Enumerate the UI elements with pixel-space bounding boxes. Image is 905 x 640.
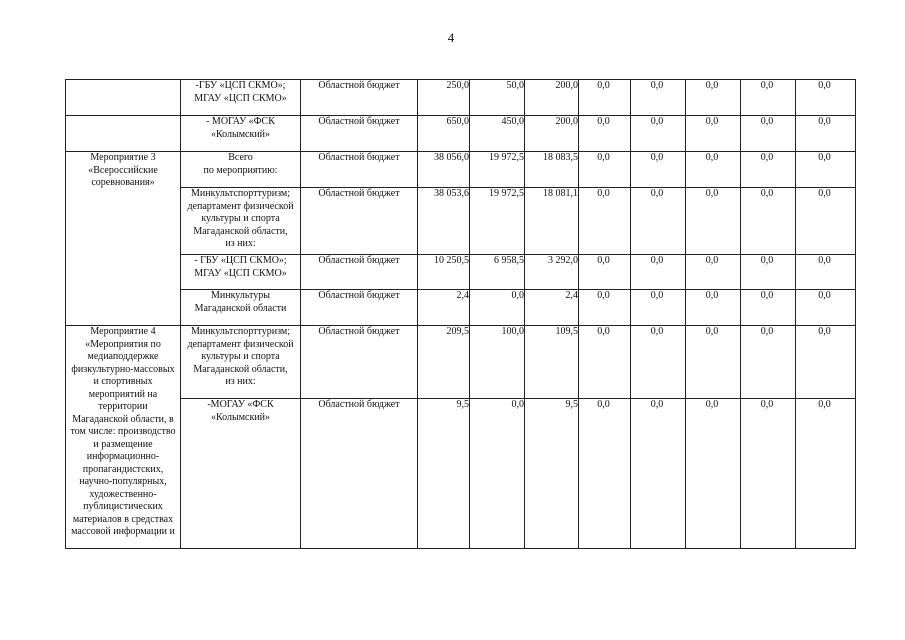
amount-cell: 2,4	[525, 290, 579, 326]
executor-cell: Минкультуры Магаданской области	[181, 290, 301, 326]
amount-cell: 6 958,5	[470, 255, 525, 290]
table-row	[66, 326, 856, 399]
executor-cell: Минкультспорттуризм; департамент физической культуры и спорта Магаданской области, из них:	[181, 326, 301, 399]
amount-cell: 209,5	[418, 326, 470, 399]
amount-cell: 9,5	[418, 399, 470, 549]
amount-cell: 0,0	[631, 255, 686, 290]
amount-cell: 0,0	[741, 255, 796, 290]
amount-cell: 0,0	[686, 152, 741, 188]
executor-cell: -МОГАУ «ФСК «Колымский»	[181, 399, 301, 549]
amount-cell: 0,0	[741, 152, 796, 188]
funding-source-cell: Областной бюджет	[301, 326, 418, 399]
amount-cell: 0,0	[741, 326, 796, 399]
amount-cell: 0,0	[579, 399, 631, 549]
funding-source-cell: Областной бюджет	[301, 188, 418, 255]
budget-table	[65, 79, 856, 549]
table-row	[66, 188, 856, 255]
amount-cell: 0,0	[741, 399, 796, 549]
amount-cell: 100,0	[470, 326, 525, 399]
amount-cell: 0,0	[579, 152, 631, 188]
funding-source-cell: Областной бюджет	[301, 116, 418, 152]
amount-cell: 0,0	[741, 188, 796, 255]
amount-cell: 0,0	[796, 152, 856, 188]
amount-cell: 450,0	[470, 116, 525, 152]
table-row	[66, 290, 856, 326]
funding-source-cell: Областной бюджет	[301, 290, 418, 326]
amount-cell: 0,0	[686, 326, 741, 399]
funding-source-cell: Областной бюджет	[301, 152, 418, 188]
funding-source-cell: Областной бюджет	[301, 399, 418, 549]
amount-cell: 0,0	[741, 116, 796, 152]
amount-cell: 0,0	[741, 80, 796, 116]
amount-cell: 0,0	[631, 188, 686, 255]
funding-source-cell: Областной бюджет	[301, 80, 418, 116]
amount-cell: 0,0	[579, 80, 631, 116]
amount-cell: 200,0	[525, 116, 579, 152]
amount-cell: 0,0	[579, 255, 631, 290]
amount-cell: 19 972,5	[470, 188, 525, 255]
page-number: 4	[447, 30, 455, 45]
amount-cell: 10 250,5	[418, 255, 470, 290]
amount-cell: 109,5	[525, 326, 579, 399]
amount-cell: 0,0	[631, 326, 686, 399]
amount-cell: 0,0	[686, 116, 741, 152]
table-row	[66, 399, 856, 549]
amount-cell: 0,0	[796, 290, 856, 326]
amount-cell: 0,0	[579, 116, 631, 152]
amount-cell: 0,0	[796, 326, 856, 399]
amount-cell: 38 053,6	[418, 188, 470, 255]
amount-cell: 0,0	[741, 290, 796, 326]
amount-cell: 0,0	[631, 152, 686, 188]
amount-cell: 0,0	[686, 80, 741, 116]
amount-cell: 650,0	[418, 116, 470, 152]
event-cell	[66, 80, 181, 116]
amount-cell: 0,0	[796, 80, 856, 116]
executor-cell: Минкультспорттуризм; департамент физической культуры и спорта Магаданской области, из них:	[181, 188, 301, 255]
amount-cell: 0,0	[579, 326, 631, 399]
amount-cell: 0,0	[796, 255, 856, 290]
executor-cell: - МОГАУ «ФСК «Колымский»	[181, 116, 301, 152]
event-cell	[66, 116, 181, 152]
table-row	[66, 80, 856, 116]
amount-cell: 0,0	[796, 116, 856, 152]
amount-cell: 0,0	[631, 290, 686, 326]
amount-cell: 0,0	[631, 80, 686, 116]
amount-cell: 0,0	[631, 399, 686, 549]
table-row	[66, 255, 856, 290]
amount-cell: 0,0	[579, 188, 631, 255]
amount-cell: 0,0	[796, 188, 856, 255]
amount-cell: 0,0	[686, 290, 741, 326]
amount-cell: 250,0	[418, 80, 470, 116]
amount-cell: 0,0	[631, 116, 686, 152]
executor-cell: Всего по мероприятию:	[181, 152, 301, 188]
amount-cell: 0,0	[579, 290, 631, 326]
executor-cell: - ГБУ «ЦСП СКМО»; МГАУ «ЦСП СКМО»	[181, 255, 301, 290]
table-row	[66, 152, 856, 188]
amount-cell: 0,0	[686, 188, 741, 255]
amount-cell: 9,5	[525, 399, 579, 549]
event-cell: Мероприятие 3 «Всероссийские соревнования»	[66, 152, 181, 326]
executor-cell: -ГБУ «ЦСП СКМО»; МГАУ «ЦСП СКМО»	[181, 80, 301, 116]
amount-cell: 0,0	[470, 290, 525, 326]
amount-cell: 38 056,0	[418, 152, 470, 188]
amount-cell: 19 972,5	[470, 152, 525, 188]
amount-cell: 18 081,1	[525, 188, 579, 255]
amount-cell: 0,0	[796, 399, 856, 549]
amount-cell: 0,0	[686, 255, 741, 290]
amount-cell: 2,4	[418, 290, 470, 326]
amount-cell: 200,0	[525, 80, 579, 116]
amount-cell: 0,0	[470, 399, 525, 549]
funding-source-cell: Областной бюджет	[301, 255, 418, 290]
amount-cell: 18 083,5	[525, 152, 579, 188]
amount-cell: 3 292,0	[525, 255, 579, 290]
table-row	[66, 116, 856, 152]
amount-cell: 50,0	[470, 80, 525, 116]
amount-cell: 0,0	[686, 399, 741, 549]
event-cell: Мероприятие 4 «Мероприятия по медиаподдержке физкультурно-массовых и спортивных мероприятий на территории Магаданской области, в том числе: производство и размещение информационно- пропагандистских, научно-популярных, художественно- публицистических материалов в средствах массовой информации и	[66, 326, 181, 549]
